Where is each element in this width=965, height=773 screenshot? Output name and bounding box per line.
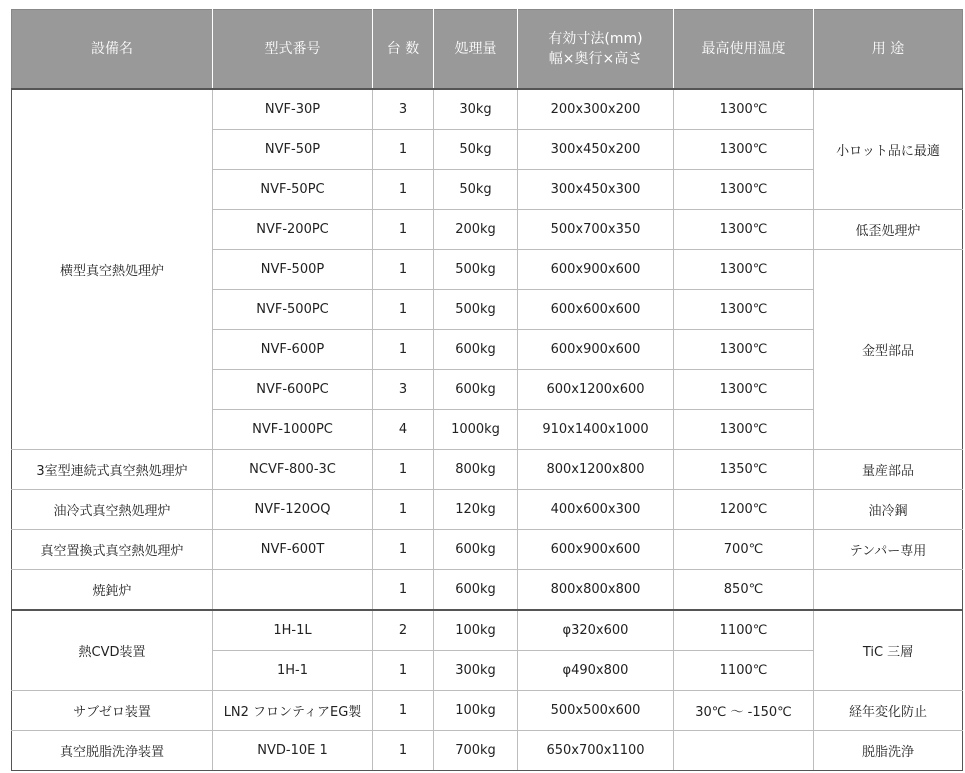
table-row	[12, 490, 963, 530]
cell-model-number: NVF-50P	[213, 130, 373, 170]
table-row	[12, 89, 963, 130]
cell-equipment-name: 横型真空熱処理炉	[12, 89, 213, 450]
cell-capacity: 600kg	[434, 570, 518, 611]
cell-capacity: 700kg	[434, 731, 518, 771]
cell-model-number: 1H-1L	[213, 610, 373, 651]
cell-effective-size: 800x1200x800	[518, 450, 674, 490]
cell-usage	[814, 570, 963, 611]
cell-equipment-name: 3室型連続式真空熱処理炉	[12, 450, 213, 490]
header-effective-size: 有効寸法(mm) 幅×奥行×高さ	[518, 10, 674, 90]
cell-effective-size: φ320x600	[518, 610, 674, 651]
cell-usage: 小ロット品に最適	[814, 89, 963, 210]
header-row	[12, 10, 963, 90]
cell-quantity: 1	[373, 250, 434, 290]
cell-effective-size: 600x900x600	[518, 530, 674, 570]
cell-effective-size: 600x1200x600	[518, 370, 674, 410]
cell-effective-size: 600x900x600	[518, 330, 674, 370]
header-equipment-name: 設備名	[12, 10, 213, 90]
cell-capacity: 100kg	[434, 610, 518, 651]
equipment-table	[11, 9, 963, 771]
table-row	[12, 691, 963, 731]
cell-quantity: 1	[373, 490, 434, 530]
cell-capacity: 500kg	[434, 290, 518, 330]
cell-effective-size: 300x450x200	[518, 130, 674, 170]
cell-quantity: 2	[373, 610, 434, 651]
table-row	[12, 450, 963, 490]
cell-usage: 油冷鋼	[814, 490, 963, 530]
header-max-temperature: 最高使用温度	[674, 10, 814, 90]
cell-capacity: 100kg	[434, 691, 518, 731]
cell-effective-size: 500x700x350	[518, 210, 674, 250]
header-capacity: 処理量	[434, 10, 518, 90]
cell-capacity: 500kg	[434, 250, 518, 290]
cell-model-number: NVF-500P	[213, 250, 373, 290]
cell-effective-size: 300x450x300	[518, 170, 674, 210]
cell-max-temperature	[674, 731, 814, 771]
cell-effective-size: 800x800x800	[518, 570, 674, 611]
cell-model-number: NVF-500PC	[213, 290, 373, 330]
cell-model-number: NVF-30P	[213, 89, 373, 130]
cell-max-temperature: 1350℃	[674, 450, 814, 490]
cell-capacity: 600kg	[434, 330, 518, 370]
cell-quantity: 1	[373, 210, 434, 250]
cell-max-temperature: 1300℃	[674, 210, 814, 250]
cell-effective-size: 400x600x300	[518, 490, 674, 530]
table-body	[12, 89, 963, 771]
header-usage: 用 途	[814, 10, 963, 90]
cell-max-temperature: 1100℃	[674, 610, 814, 651]
header-model-number: 型式番号	[213, 10, 373, 90]
cell-effective-size: 500x500x600	[518, 691, 674, 731]
cell-usage: 低歪処理炉	[814, 210, 963, 250]
cell-model-number: NVF-600PC	[213, 370, 373, 410]
cell-equipment-name: 油冷式真空熱処理炉	[12, 490, 213, 530]
cell-max-temperature: 30℃ ～ -150℃	[674, 691, 814, 731]
table-row	[12, 530, 963, 570]
cell-quantity: 1	[373, 330, 434, 370]
cell-max-temperature: 1300℃	[674, 370, 814, 410]
equipment-table-wrapper	[11, 9, 963, 771]
cell-effective-size: 650x700x1100	[518, 731, 674, 771]
cell-max-temperature: 1300℃	[674, 410, 814, 450]
cell-capacity: 30kg	[434, 89, 518, 130]
cell-quantity: 1	[373, 530, 434, 570]
cell-effective-size: φ490x800	[518, 651, 674, 691]
cell-effective-size: 600x600x600	[518, 290, 674, 330]
cell-max-temperature: 1300℃	[674, 89, 814, 130]
cell-equipment-name: 熱CVD装置	[12, 610, 213, 691]
cell-quantity: 1	[373, 570, 434, 611]
cell-capacity: 50kg	[434, 130, 518, 170]
cell-quantity: 1	[373, 691, 434, 731]
cell-max-temperature: 1100℃	[674, 651, 814, 691]
cell-capacity: 300kg	[434, 651, 518, 691]
cell-equipment-name: 真空脱脂洗浄装置	[12, 731, 213, 771]
cell-equipment-name: 真空置換式真空熱処理炉	[12, 530, 213, 570]
header-quantity: 台 数	[373, 10, 434, 90]
cell-capacity: 200kg	[434, 210, 518, 250]
cell-capacity: 120kg	[434, 490, 518, 530]
cell-quantity: 1	[373, 170, 434, 210]
cell-quantity: 1	[373, 130, 434, 170]
cell-max-temperature: 1300℃	[674, 330, 814, 370]
cell-effective-size: 910x1400x1000	[518, 410, 674, 450]
table-row	[12, 731, 963, 771]
cell-max-temperature: 700℃	[674, 530, 814, 570]
cell-model-number: NVF-200PC	[213, 210, 373, 250]
cell-max-temperature: 1200℃	[674, 490, 814, 530]
cell-max-temperature: 1300℃	[674, 130, 814, 170]
cell-quantity: 1	[373, 450, 434, 490]
cell-usage: TiC 三層	[814, 610, 963, 691]
cell-max-temperature: 850℃	[674, 570, 814, 611]
cell-max-temperature: 1300℃	[674, 170, 814, 210]
cell-model-number	[213, 570, 373, 611]
cell-usage: 金型部品	[814, 250, 963, 450]
cell-equipment-name: 焼鈍炉	[12, 570, 213, 611]
cell-model-number: NVD-10E 1	[213, 731, 373, 771]
cell-usage: 量産部品	[814, 450, 963, 490]
cell-effective-size: 200x300x200	[518, 89, 674, 130]
table-row	[12, 570, 963, 611]
cell-model-number: NCVF-800-3C	[213, 450, 373, 490]
cell-quantity: 4	[373, 410, 434, 450]
cell-usage: テンパー専用	[814, 530, 963, 570]
cell-equipment-name: サブゼロ装置	[12, 691, 213, 731]
cell-model-number: NVF-600T	[213, 530, 373, 570]
cell-max-temperature: 1300℃	[674, 250, 814, 290]
cell-quantity: 1	[373, 731, 434, 771]
cell-capacity: 800kg	[434, 450, 518, 490]
cell-capacity: 1000kg	[434, 410, 518, 450]
cell-model-number: NVF-120OQ	[213, 490, 373, 530]
cell-usage: 脱脂洗浄	[814, 731, 963, 771]
cell-effective-size: 600x900x600	[518, 250, 674, 290]
cell-capacity: 600kg	[434, 370, 518, 410]
cell-quantity: 3	[373, 370, 434, 410]
cell-capacity: 50kg	[434, 170, 518, 210]
cell-model-number: NVF-600P	[213, 330, 373, 370]
cell-model-number: 1H-1	[213, 651, 373, 691]
cell-usage: 経年変化防止	[814, 691, 963, 731]
cell-model-number: LN2 フロンティアEG製	[213, 691, 373, 731]
cell-quantity: 3	[373, 89, 434, 130]
cell-model-number: NVF-1000PC	[213, 410, 373, 450]
cell-max-temperature: 1300℃	[674, 290, 814, 330]
cell-model-number: NVF-50PC	[213, 170, 373, 210]
cell-capacity: 600kg	[434, 530, 518, 570]
cell-quantity: 1	[373, 290, 434, 330]
cell-quantity: 1	[373, 651, 434, 691]
table-row	[12, 610, 963, 651]
